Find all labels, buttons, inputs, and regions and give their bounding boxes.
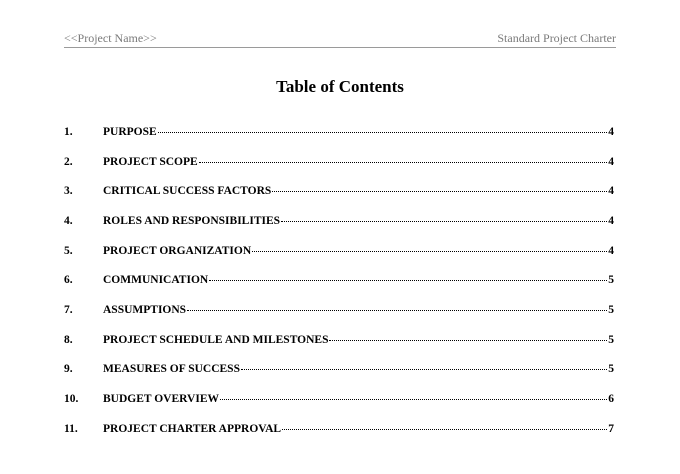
toc-entry-link[interactable] <box>103 156 614 168</box>
toc-entry-link[interactable] <box>103 185 614 197</box>
toc-entry-label: PROJECT ORGANIZATION <box>103 244 252 257</box>
toc-entry-label: PURPOSE <box>103 125 157 138</box>
toc-entry-link[interactable] <box>103 363 614 375</box>
toc-entry-number: 11. <box>64 422 78 435</box>
header-project-name: <<Project Name>> <box>64 31 157 45</box>
toc-entry-page-number: 7 <box>608 422 614 435</box>
toc-entry-link[interactable] <box>103 423 614 435</box>
toc-dot-leader <box>187 310 607 311</box>
toc-entry[interactable] <box>64 236 614 266</box>
toc-entry-page-number: 4 <box>608 125 614 138</box>
toc-entry-link[interactable] <box>103 274 614 286</box>
toc-entry-label: BUDGET OVERVIEW <box>103 393 220 406</box>
toc-entry[interactable] <box>64 147 614 177</box>
toc-entry-number: 7. <box>64 303 73 316</box>
toc-entry-number: 2. <box>64 155 73 168</box>
toc-entry-page-number: 6 <box>608 393 614 406</box>
toc-entry-page-number: 5 <box>608 333 614 346</box>
toc-entry-label: PROJECT SCOPE <box>103 155 198 168</box>
toc-entry[interactable] <box>64 325 614 355</box>
toc-dot-leader <box>329 340 607 341</box>
toc-entry-link[interactable] <box>103 304 614 316</box>
toc-entry[interactable] <box>64 206 614 236</box>
toc-dot-leader <box>272 191 607 192</box>
toc-entry[interactable] <box>64 384 614 414</box>
toc-dot-leader <box>241 369 607 370</box>
toc-entry-page-number: 4 <box>608 155 614 168</box>
toc-entry[interactable] <box>64 176 614 206</box>
toc-entry-number: 4. <box>64 214 73 227</box>
toc-dot-leader <box>199 162 608 163</box>
toc-entry-page-number: 4 <box>608 185 614 198</box>
toc-dot-leader <box>209 280 607 281</box>
toc-entry-link[interactable] <box>103 393 614 405</box>
toc-entry-number: 3. <box>64 185 73 198</box>
toc-dot-leader <box>158 132 608 133</box>
toc-entry-number: 6. <box>64 274 73 287</box>
toc-entry[interactable] <box>64 295 614 325</box>
toc-dot-leader <box>281 221 607 222</box>
toc-dot-leader <box>220 399 607 400</box>
toc-entry[interactable] <box>64 355 614 385</box>
toc-entry-label: COMMUNICATION <box>103 274 209 287</box>
toc-entry-number: 1. <box>64 125 73 138</box>
toc-entry-label: CRITICAL SUCCESS FACTORS <box>103 185 272 198</box>
toc-entry[interactable] <box>64 117 614 147</box>
toc-dot-leader <box>282 429 607 430</box>
toc-entry[interactable] <box>64 414 614 444</box>
toc-entry[interactable] <box>64 265 614 295</box>
toc-entry-label: ROLES AND RESPONSIBILITIES <box>103 214 281 227</box>
toc-entry-page-number: 4 <box>608 244 614 257</box>
page-header <box>64 31 616 48</box>
toc-entry-link[interactable] <box>103 245 614 257</box>
toc-entry-label: ASSUMPTIONS <box>103 303 187 316</box>
toc-entry-page-number: 5 <box>608 363 614 376</box>
toc-entry-page-number: 5 <box>608 303 614 316</box>
toc-entry-link[interactable] <box>103 215 614 227</box>
toc-entry-label: PROJECT CHARTER APPROVAL <box>103 422 282 435</box>
header-document-type: Standard Project Charter <box>497 31 616 45</box>
toc-entry-label: MEASURES OF SUCCESS <box>103 363 240 376</box>
toc-entry-label: PROJECT SCHEDULE AND MILESTONES <box>103 333 329 346</box>
toc-entry-link[interactable] <box>103 126 614 138</box>
toc-entry-number: 9. <box>64 363 73 376</box>
toc-entry-link[interactable] <box>103 334 614 346</box>
toc-entry-number: 5. <box>64 244 73 257</box>
toc-entry-page-number: 4 <box>608 214 614 227</box>
table-of-contents <box>64 117 614 444</box>
toc-title: Table of Contents <box>276 77 404 96</box>
toc-entry-number: 8. <box>64 333 73 346</box>
toc-entry-number: 10. <box>64 393 79 406</box>
toc-entry-page-number: 5 <box>608 274 614 287</box>
toc-dot-leader <box>252 251 607 252</box>
